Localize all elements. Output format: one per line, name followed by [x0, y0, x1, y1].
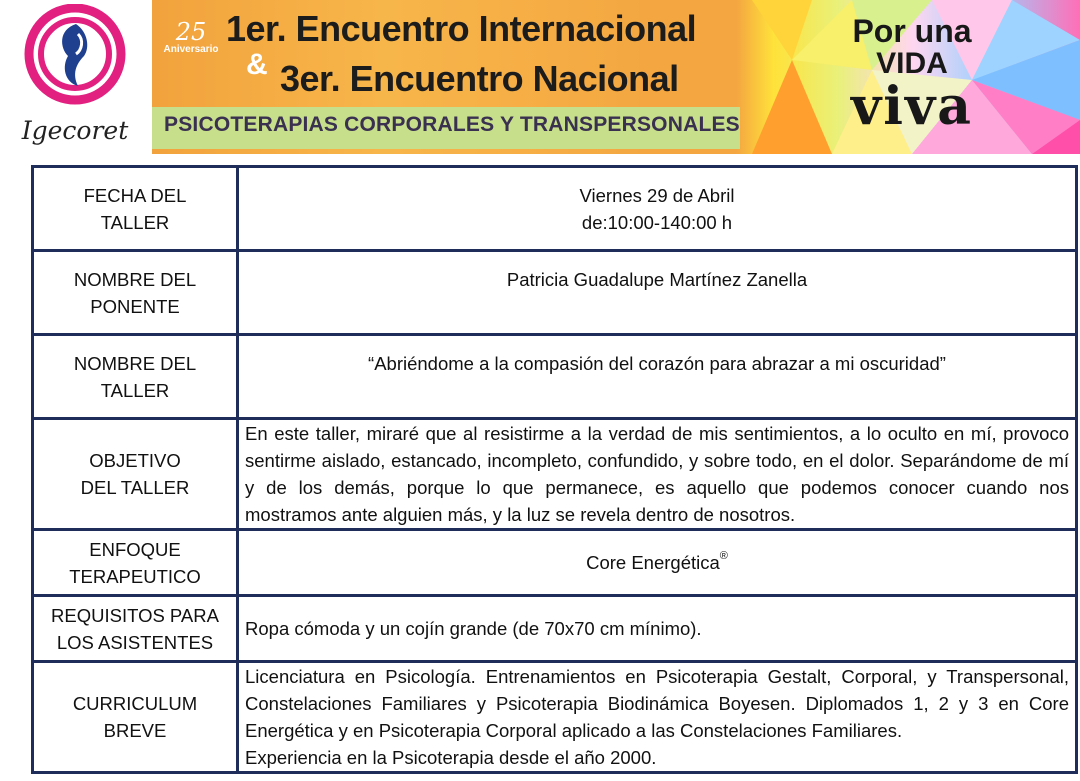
igecoret-logo	[8, 4, 142, 154]
value-cell	[238, 167, 1077, 251]
table-row-date	[33, 167, 1077, 251]
row-value: Patricia Guadalupe Martínez Zanella	[506, 269, 808, 290]
label-cell	[33, 662, 238, 773]
anniversary-number: 25	[175, 18, 207, 46]
row-value: Viernes 29 de Abril de:10:00-140:00 h	[579, 184, 735, 233]
row-value: Core Energética	[586, 552, 720, 573]
banner-subtitle: PSICOTERAPIAS CORPORALES Y TRANSPERSONALES	[164, 113, 740, 136]
slogan-line1: Por una	[852, 13, 972, 49]
label-cell	[33, 596, 238, 662]
label-cell	[33, 419, 238, 530]
row-value: Licenciatura en Psicología. Entrenamientos en Psicoterapia Gestalt, Corporal, y Transpersonal, Constelaciones Familiares y Psicoterapia Biodinámica Boyesen. Diplomados 1, 2 y 3 en Core Energética y en Psicoterapia Corporal aplicado a las Constelaciones Familiares.	[245, 666, 1069, 741]
value-cell	[238, 419, 1077, 530]
row-label: FECHA DEL TALLER	[83, 184, 187, 233]
table-row-requirements	[33, 596, 1077, 662]
value-cell	[238, 335, 1077, 419]
label-cell	[33, 167, 238, 251]
row-label: NOMBRE DEL PONENTE	[73, 268, 197, 317]
slogan-line3: viva	[851, 76, 973, 137]
value-cell	[238, 662, 1077, 773]
anniversary-word: Aniversario	[163, 44, 219, 55]
value-cell	[238, 251, 1077, 335]
row-value: En este taller, miraré que al resistirme a la verdad de mis sentimientos, a lo oculto en mí, provoco sentirme aislado, estancado, incompleto, confundido, y sobre todo, en el dolor. Separándome de mí y de los demás, porque lo que permanece, es aquello que podemos conocer cuando nos mostramos ante alguien más, y la luz se revela dentro de nosotros.	[245, 423, 1069, 525]
row-label: CURRICULUM BREVE	[72, 693, 198, 741]
banner-title-line1: 1er. Encuentro Internacional	[226, 8, 697, 49]
row-label: OBJETIVO DEL TALLER	[80, 450, 190, 498]
label-cell	[33, 335, 238, 419]
table-row-approach	[33, 530, 1077, 596]
value-cell	[238, 530, 1077, 596]
logo-text: Igecoret	[21, 116, 129, 145]
banner-title-line2: 3er. Encuentro Nacional	[280, 58, 679, 99]
label-cell	[33, 530, 238, 596]
slogan-line2: VIDA	[876, 47, 948, 80]
row-label: REQUISITOS PARA LOS ASISTENTES	[51, 604, 219, 653]
registered-mark: ®	[719, 550, 728, 562]
label-cell	[33, 251, 238, 335]
logo-emblem-icon	[18, 4, 132, 114]
table-row-speaker	[33, 251, 1077, 335]
value-cell	[238, 596, 1077, 662]
event-banner	[152, 0, 1080, 154]
row-label: NOMBRE DEL TALLER	[73, 352, 197, 401]
table-row-workshop-name	[33, 335, 1077, 419]
workshop-info-table	[31, 165, 1078, 774]
row-value-extra: Experiencia en la Psicoterapia desde el año 2000.	[245, 747, 657, 768]
table-row-curriculum	[33, 662, 1077, 773]
anniversary-badge	[156, 20, 226, 55]
row-label: ENFOQUE TERAPEUTICO	[69, 538, 201, 587]
row-value: “Abriéndome a la compasión del corazón para abrazar a mi oscuridad”	[368, 353, 946, 374]
row-value: Ropa cómoda y un cojín grande (de 70x70 cm mínimo).	[245, 618, 702, 639]
table-row-objective	[33, 419, 1077, 530]
banner-ampersand: &	[246, 48, 268, 81]
slogan	[842, 13, 982, 137]
